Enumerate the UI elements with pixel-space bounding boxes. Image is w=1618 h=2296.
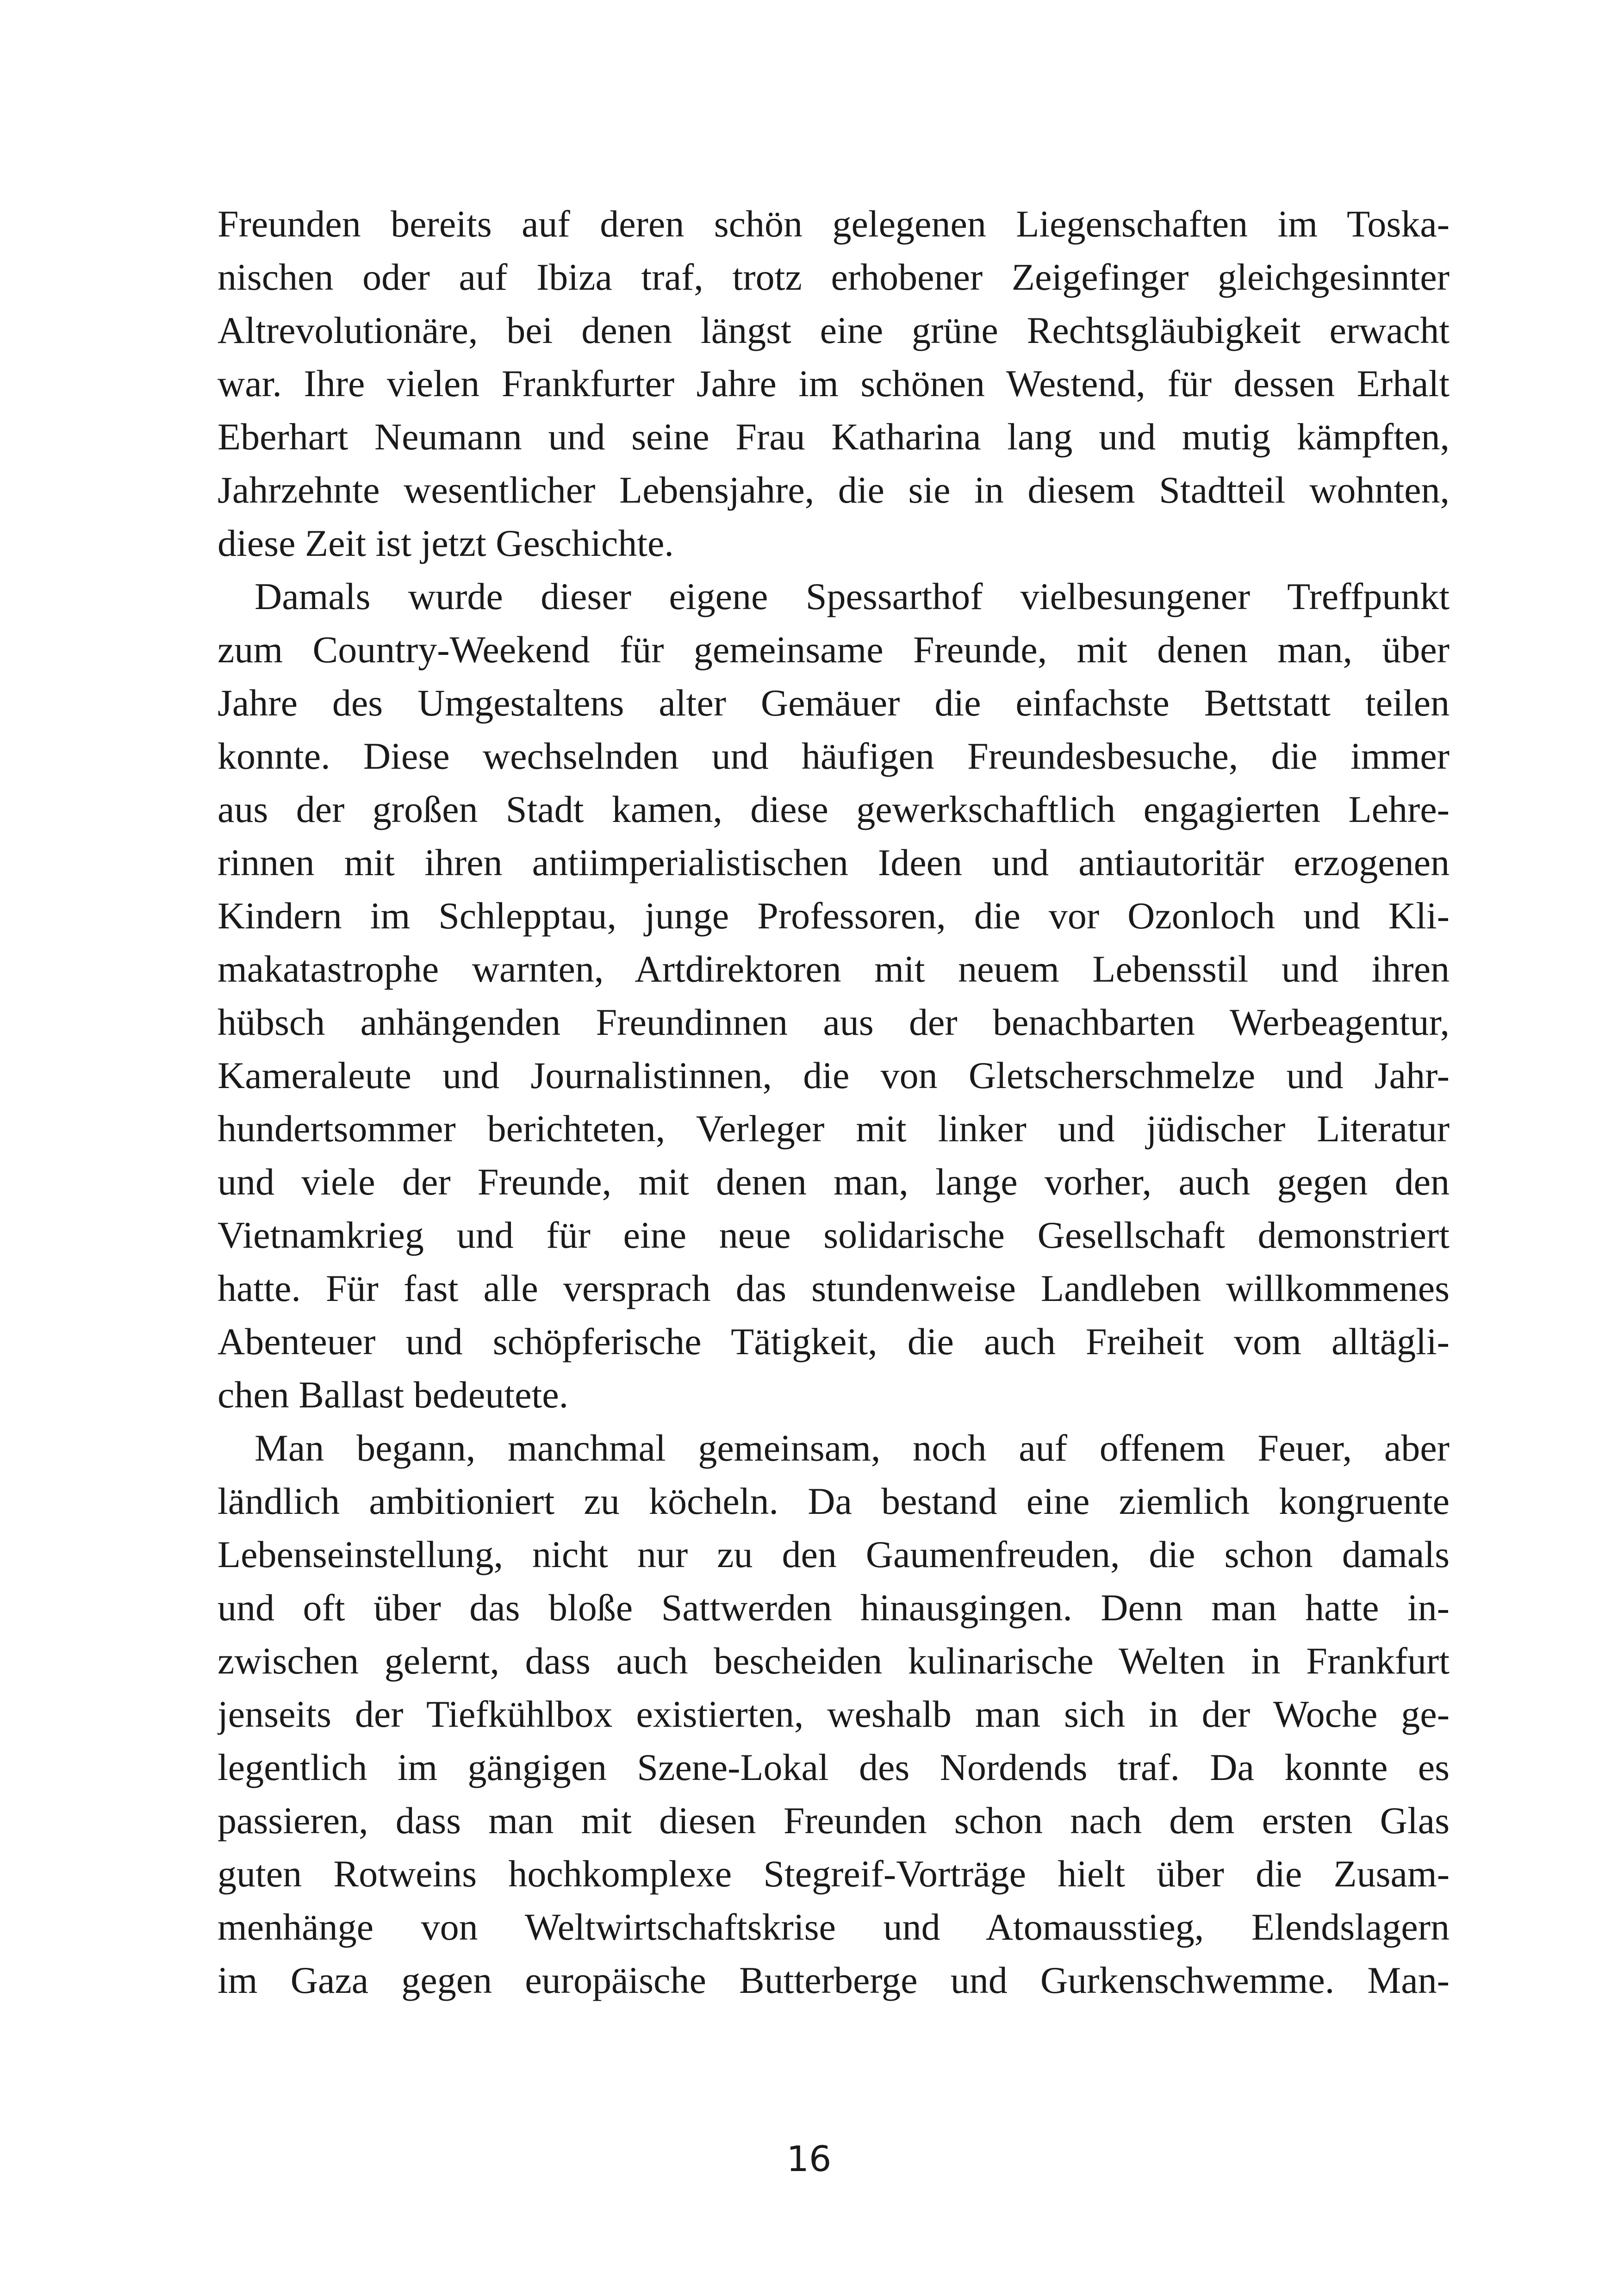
text-line: rinnen mit ihren antiimperialistischen Ideen und antiautoritär erzogenen [218,841,1450,884]
text-line: ländlich ambitioniert zu köcheln. Da bestand eine ziemlich kongruente [218,1480,1450,1522]
text-line: menhänge von Weltwirtschaftskrise und Atomausstieg, Elendslagern [218,1906,1450,1948]
text-line: war. Ihre vielen Frankfurter Jahre im schönen Westend, für dessen Erhalt [218,362,1450,404]
text-line: Kindern im Schlepptau, junge Professoren, die vor Ozonloch und Kli- [218,895,1450,937]
text-line: legentlich im gängigen Szene-Lokal des Nordends traf. Da konnte es [218,1746,1450,1788]
text-line: im Gaza gegen europäische Butterberge und Gurkenschwemme. Man- [218,1959,1450,2001]
text-line: Altrevolutionäre, bei denen längst eine grüne Rechtsgläubigkeit erwacht [218,309,1450,351]
text-line: passieren, dass man mit diesen Freunden schon nach dem ersten Glas [218,1799,1450,1842]
text-line: hübsch anhängenden Freundinnen aus der benachbarten Werbeagentur, [218,1001,1450,1043]
text-line: konnte. Diese wechselnden und häufigen Freundesbesuche, die immer [218,735,1450,777]
text-line: Eberhart Neumann und seine Frau Katharina lang und mutig kämpften, [218,416,1450,458]
text-line: zum Country-Weekend für gemeinsame Freunde, mit denen man, über [218,628,1450,671]
text-line: Jahre des Umgestaltens alter Gemäuer die einfachste Bettstatt teilen [218,682,1450,724]
text-line: Lebenseinstellung, nicht nur zu den Gaumenfreuden, die schon damals [218,1533,1450,1575]
text-line: zwischen gelernt, dass auch bescheiden kulinarische Welten in Frankfurt [218,1640,1450,1682]
text-line: jenseits der Tiefkühlbox existierten, weshalb man sich in der Woche ge- [218,1693,1450,1735]
text-line: Kameraleute und Journalistinnen, die von Gletscherschmelze und Jahr- [218,1054,1450,1096]
text-line: Damals wurde dieser eigene Spessarthof vielbesungener Treffpunkt [255,575,1450,617]
text-line: Freunden bereits auf deren schön gelegenen Liegenschaften im Toska- [218,203,1450,245]
text-line: guten Rotweins hochkomplexe Stegreif-Vorträge hielt über die Zusam- [218,1853,1450,1895]
text-line: aus der großen Stadt kamen, diese gewerkschaftlich engagierten Lehre- [218,788,1450,830]
text-line: hundertsommer berichteten, Verleger mit linker und jüdischer Literatur [218,1108,1450,1150]
text-line: chen Ballast bedeutete. [218,1374,569,1416]
text-line: nischen oder auf Ibiza traf, trotz erhobener Zeigefinger gleichgesinnter [218,256,1450,298]
text-line: diese Zeit ist jetzt Geschichte. [218,522,674,564]
text-line: und viele der Freunde, mit denen man, lange vorher, auch gegen den [218,1161,1450,1203]
text-line: Man begann, manchmal gemeinsam, noch auf offenem Feuer, aber [255,1427,1450,1469]
page-number: 16 [786,2138,832,2179]
text-line: und oft über das bloße Sattwerden hinausgingen. Denn man hatte in- [218,1587,1450,1629]
text-line: Vietnamkrieg und für eine neue solidarische Gesellschaft demonstriert [218,1214,1450,1256]
body-text [218,197,1450,2007]
text-line: hatte. Für fast alle versprach das stundenweise Landleben willkommenes [218,1267,1450,1309]
text-line: makatastrophe warnten, Artdirektoren mit neuem Lebensstil und ihren [218,948,1450,990]
text-line: Abenteuer und schöpferische Tätigkeit, die auch Freiheit vom alltägli- [218,1320,1450,1363]
text-line: Jahrzehnte wesentlicher Lebensjahre, die sie in diesem Stadtteil wohnten, [218,469,1450,511]
